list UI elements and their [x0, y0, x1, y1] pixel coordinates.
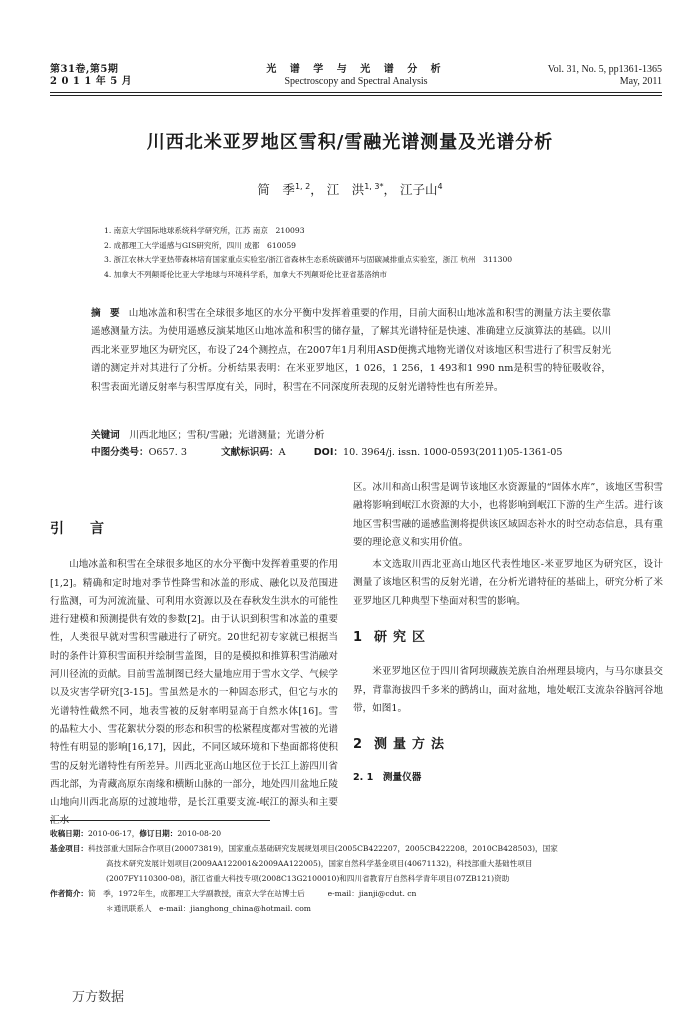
- author-3-affil: 4: [437, 181, 443, 191]
- section-1-number: 1: [353, 630, 363, 646]
- header-journal-en: Spectroscopy and Spectral Analysis: [284, 76, 428, 87]
- clc-label: 中图分类号：: [91, 447, 149, 458]
- doi-value: 10. 3964/j. issn. 1000-0593(2011)05-1361-05: [343, 447, 563, 458]
- author-1: 简 季: [257, 182, 295, 197]
- footnote-author: [50, 886, 662, 901]
- abstract-text: 山地冰盖和积雪在全球很多地区的水分平衡中发挥着重要的作用，目前大面积山地冰盖和积雪的测量方法主要依靠遥感测量方法。为使用遥感反演某地区山地冰盖和积雪的储存量，了解其光谱特征是快速、准确建立反演算法的基础。以川西北米亚罗地区为研究区，布设了24个测控点，在2007年1月利用ASD便携式地物光谱仪对该地区积雪进行了积雪反射光谱的测定并对其进行了分析。分析结果表明：在米亚罗地区，1 026，1 256，1 493和1 990 nm是积雪的特征吸收谷，积雪表面光谱反射率与积雪厚度有关，同时，积雪在不同深度所表现的反射光谱特性也有所差异。: [91, 308, 612, 393]
- affiliation-2: 2. 成都理工大学遥感与GIS研究所，四川 成都 610059: [104, 240, 297, 250]
- fund-label: 基金项目：: [50, 844, 88, 853]
- fund-line-1: 科技部重大国际合作项目(200073819)，国家重点基础研究发展规划项目(2005CB422207，2005CB422208，2010CB428503)，国家: [87, 844, 558, 853]
- author-bio-label: 作者简介：: [50, 889, 88, 898]
- revised-date: 2010-08-20: [177, 829, 222, 838]
- intro-paragraph-2: 本文选取川西北亚高山地区代表性地区-米亚罗地区为研究区，设计测量了该地区积雪的反射光谱，在分析光谱特征的基础上，研究分析了米亚罗地区几种典型下垫面对积雪的影响。: [353, 559, 663, 607]
- footnote-rule: [50, 820, 270, 821]
- fund-line-3: (2007FY110300-08)，浙江省重大科技专项(2008C13G2100010)和四川省教育厅自然科学青年项目(07ZB121)资助: [106, 874, 510, 883]
- corresponding-author: ＊通讯联系人 e-mail：jianghong_china@hotmail. com: [106, 904, 312, 913]
- header-pages: [548, 64, 662, 88]
- author-2: 江 洪: [326, 182, 365, 197]
- header-rule-bottom: [50, 95, 662, 96]
- header-journal-cn: 光 谱 学 与 光 谱 分 析: [266, 64, 446, 75]
- revised-label: 修订日期：: [139, 829, 178, 838]
- author-list: 简 季$^{1, 2}$， 江 洪$^{1, 3*}$， 江子山$^4$: [257, 181, 443, 197]
- keywords: [91, 427, 611, 445]
- header-rule-top: [50, 92, 662, 93]
- abstract: [91, 305, 611, 397]
- right-column: [353, 479, 663, 787]
- header-date-line: 2 0 1 1 年 5 月: [50, 76, 133, 87]
- section-1-paragraph: 米亚罗地区位于四川省阿坝藏族羌族自治州理县境内，与马尔康县交界，背靠海拔四千多米的鹧鸪山，面对盆地，地处岷江支流杂谷脑河谷地带，如图1。: [353, 666, 663, 714]
- watermark: 万方数据: [72, 990, 125, 1005]
- header-month: May, 2011: [619, 76, 662, 87]
- clc-value: O657. 3: [148, 447, 187, 458]
- abstract-label: 摘 要: [91, 308, 123, 319]
- received-label: 收稿日期：: [50, 829, 88, 838]
- paper-title: 川西北米亚罗地区雪积/雪融光谱测量及光谱分析: [146, 132, 554, 153]
- affiliation-1: 1. 南京大学国际地球系统科学研究所，江苏 南京 210093: [104, 226, 305, 235]
- intro-heading: 引 言: [50, 521, 110, 537]
- doi-label: DOI：: [313, 447, 343, 458]
- intro-paragraph-1: 山地冰盖和积雪在全球很多地区的水分平衡中发挥着重要的作用[1,2]。精确和定时地对季节性降雪和冰盖的形成、融化以及范围进行监测，可为河流流量、可利用水资源以及在春秋发生洪水的可能性进行建模和预测提供有效的参数[2]。由于认识到积雪和冰盖的重要性，人类很早就对雪积雪融进行了研究。20世纪初专家就已根据当时的条件计算积雪面积并绘制雪盖图，目的是模拟和推算积雪消融对河川径流的贡献。目前雪盖制图已经大量地应用于雪水文学、气候学以及灾害学研究[3-15]。雪虽然是水的一种固态形式，但它与水的光谱特性截然不同，地表雪被的反射率明显高于自然水体[16]。雪的晶粒大小、雪花絮状分裂的形态和积雪的松紧程度都对雪被的光谱特性有明显的影响[16,17]，因此，不同区域环境和下垫面都将使积雪的反射光谱特性有所差异。川西北亚高山地区位于长江上游四川省西北部，为青藏高原东南缘和横断山脉的一部分，地处四川盆地丘陵山地向川西北高原的过渡地带，是长江重要支流-岷江的源头和主要汇水: [50, 559, 338, 827]
- author-bio-text: 简 季，1972年生，成都理工大学副教授，南京大学在站博士后: [87, 889, 305, 898]
- section-1-heading: [353, 629, 663, 647]
- keywords-label: 关键词: [91, 430, 120, 441]
- section-2-title: 测量方法: [374, 737, 451, 753]
- left-column: [50, 520, 338, 831]
- intro-paragraph-1-continued: 区。冰川和高山积雪是调节该地区水资源量的“固体水库”，该地区雪积雪融将影响到岷江水资源的大小，也将影响到岷江下游的生产生活。进行该地区雪积雪融的遥感监测将提供该区域固态补水的时空动态信息，具有重要的理论意义和实用价值。: [353, 482, 663, 548]
- doc-code-value: A: [278, 447, 286, 458]
- footnote-dates: [50, 826, 662, 841]
- received-date: 2010-06-17，: [87, 829, 140, 838]
- footnotes: [50, 826, 662, 916]
- author-email: e-mail：jianji@cdut. cn: [327, 889, 417, 898]
- author-2-affil: 1, 3*: [364, 181, 384, 191]
- section-2-heading: [353, 736, 663, 754]
- footnote-fund: [50, 841, 662, 856]
- affiliations: [104, 224, 660, 282]
- doc-code-label: 文献标识码：: [221, 447, 279, 458]
- affiliation-4: 4. 加拿大不列颠哥伦比亚大学地球与环境科学系，加拿大不列颠哥伦比亚省基洛纳市: [104, 269, 388, 279]
- header-volume-line: 第31卷,第5期: [50, 64, 119, 75]
- author-3: 江子山: [399, 182, 438, 197]
- running-header: [50, 64, 662, 94]
- classification-line: [91, 444, 611, 462]
- keywords-text: 川西北地区；雪积/雪融；光谱测量；光谱分析: [129, 430, 325, 441]
- section-1-title: 研究区: [374, 630, 432, 646]
- fund-line-2: 高技术研究发展计划项目(2009AA122001&2009AA122005)，国家自然科学基金项目(40671132)，科技部重大基础性项目: [106, 859, 533, 868]
- section-2-number: 2: [353, 737, 363, 753]
- header-vol-pages: Vol. 31, No. 5, pp1361-1365: [547, 64, 662, 75]
- subsection-2-1-heading: 2. 1 测量仪器: [353, 771, 422, 783]
- affiliation-3: 3. 浙江农林大学亚热带森林培育国家重点实验室/浙江省森林生态系统碳循环与固碳减排重点实验室，浙江 杭州 311300: [104, 255, 513, 264]
- author-1-affil: 1, 2: [294, 181, 311, 191]
